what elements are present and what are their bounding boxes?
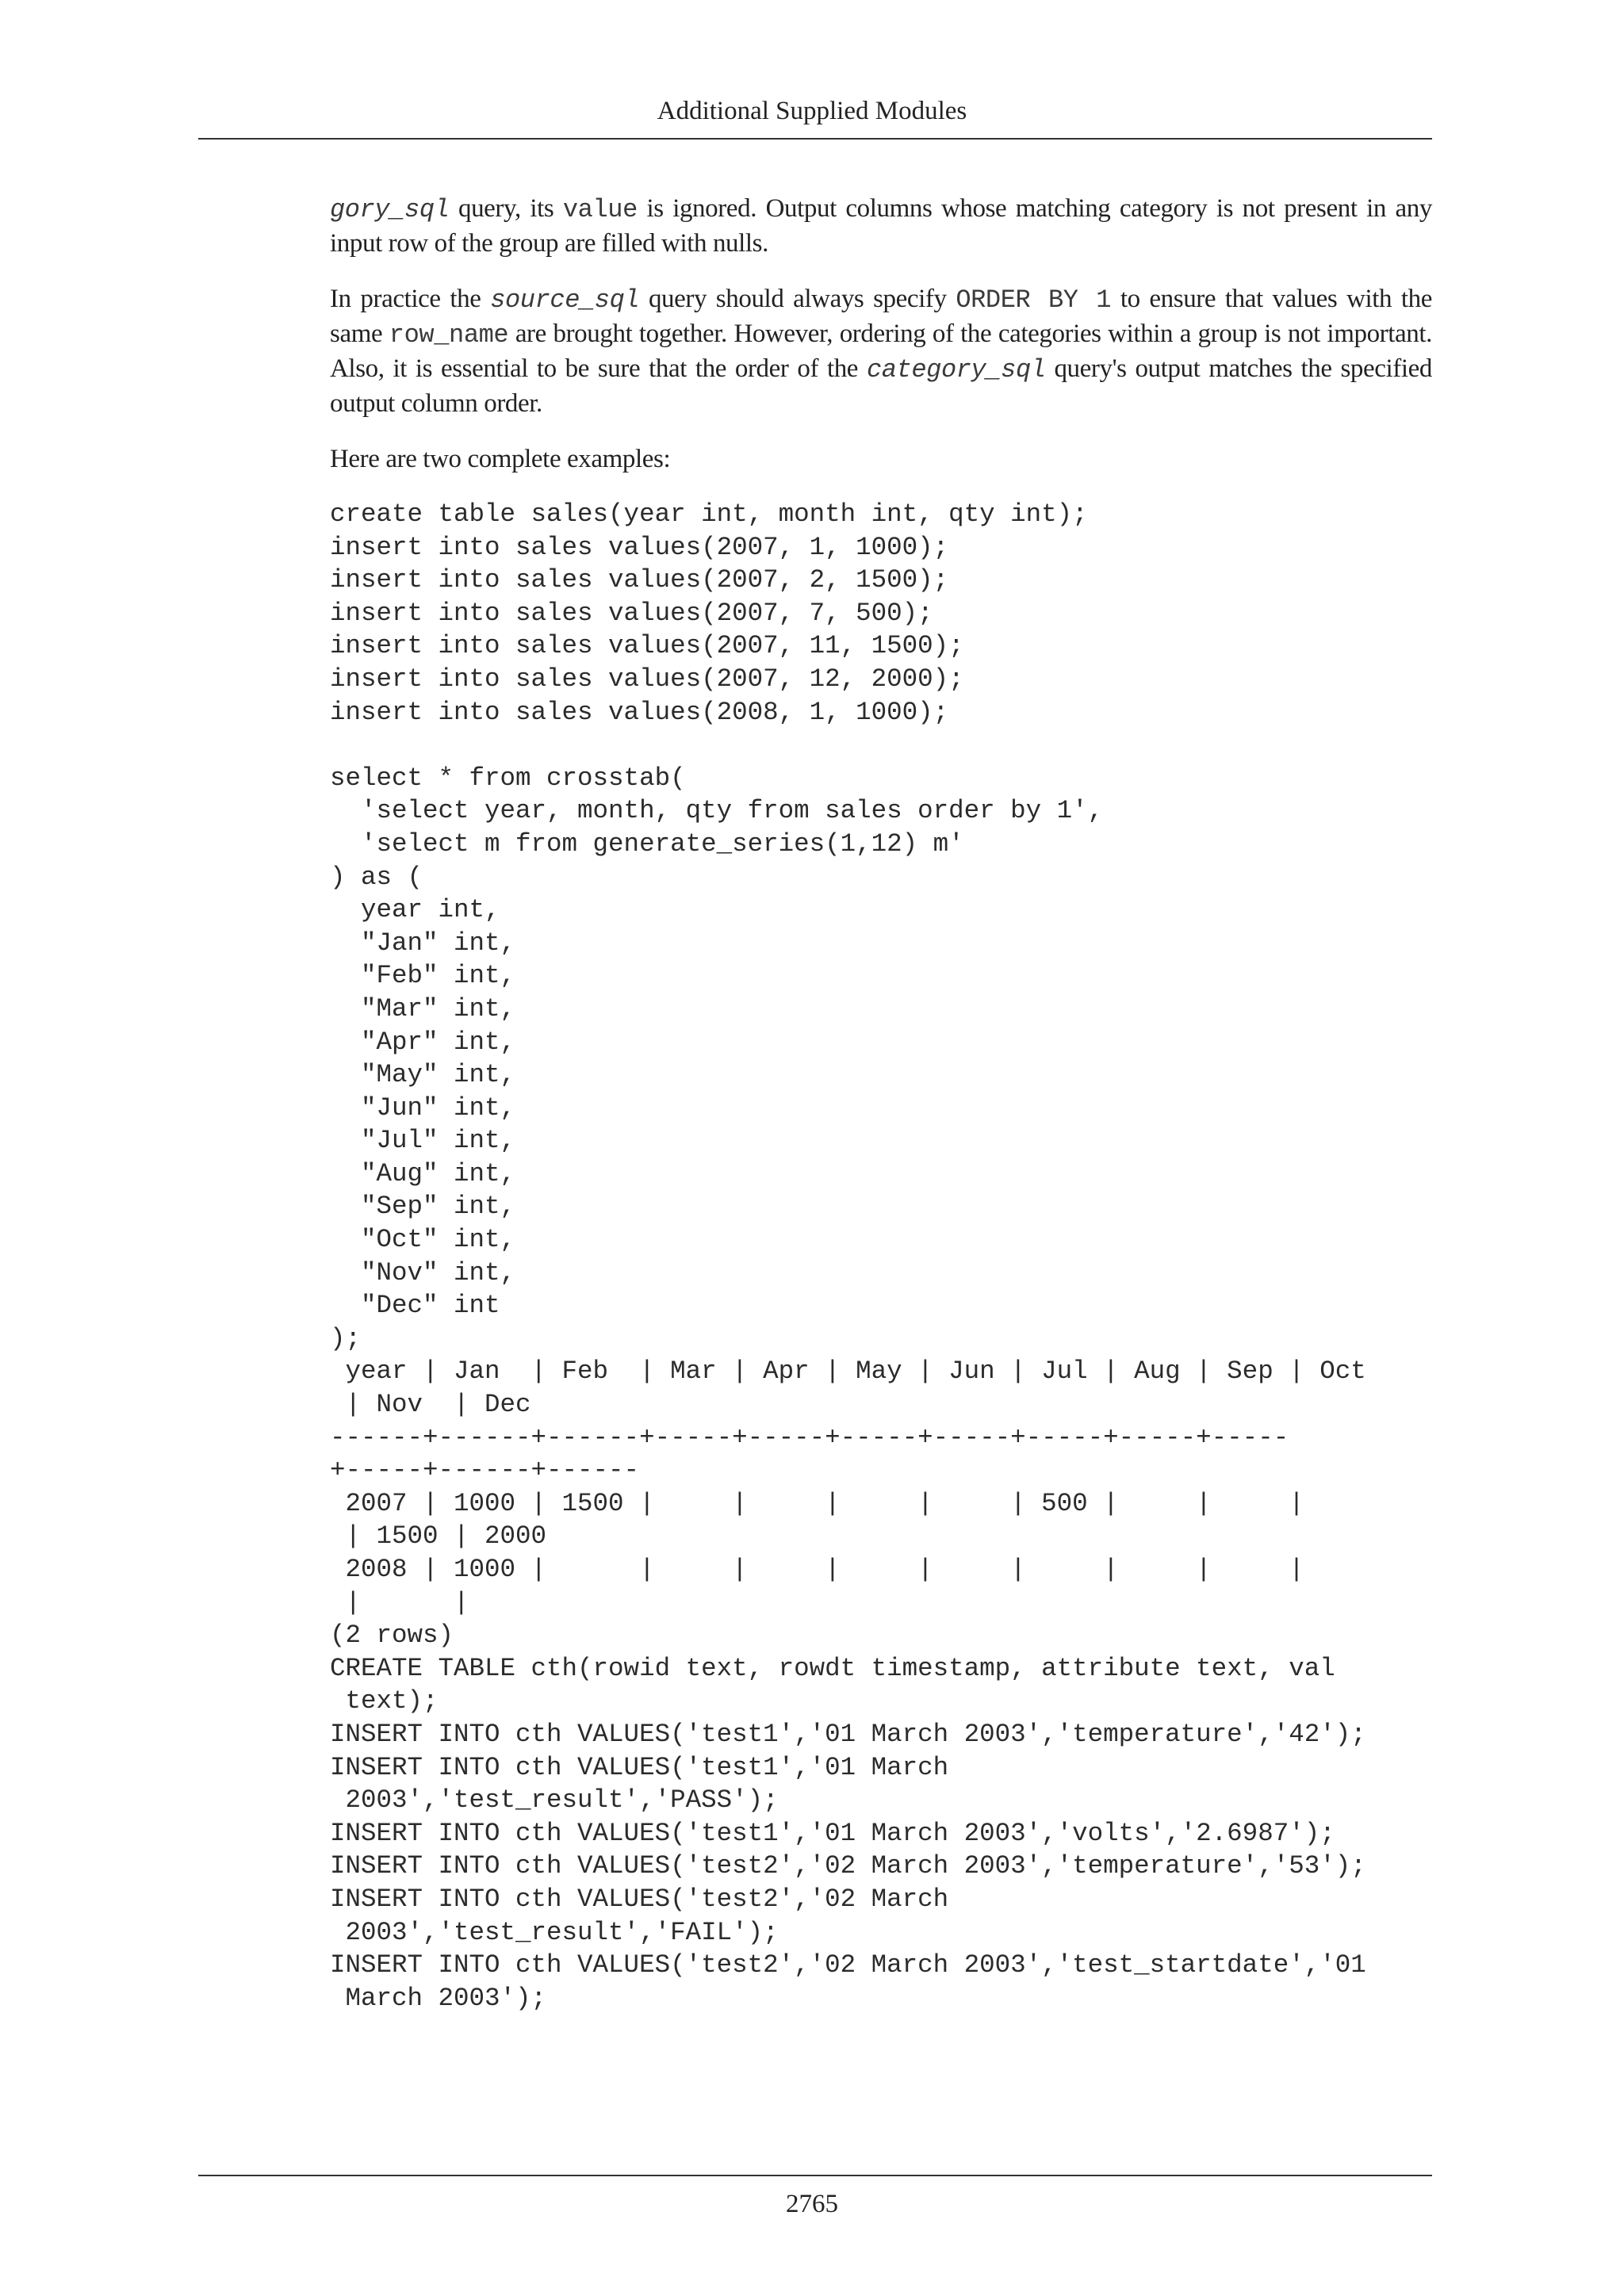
inline-code-value: value: [562, 195, 638, 224]
paragraph-category-sql-note: [330, 192, 1432, 260]
inline-code-category-sql: category_sql: [866, 355, 1046, 385]
inline-code-gory-sql: gory_sql: [330, 195, 450, 224]
paragraph-text: query's output matches the specified output column order.: [330, 354, 1432, 418]
paragraph-examples-intro: Here are two complete examples:: [330, 445, 671, 473]
inline-code-row-name: row_name: [389, 320, 509, 350]
footer-rule: [198, 2175, 1432, 2176]
paragraph-order-by-advice: [330, 282, 1432, 420]
header-rule: [198, 138, 1432, 140]
page-body: [330, 192, 1432, 2015]
paragraph-text: to ensure that values with the same: [330, 285, 1432, 348]
paragraph-text: query, its: [449, 194, 563, 223]
paragraph-text: are brought together. However, ordering of the categories within a group is not important. Also, it is essential to be sure that the order of the: [330, 320, 1432, 383]
paragraph-text: In practice the: [330, 285, 491, 313]
running-header: Additional Supplied Modules: [657, 97, 967, 125]
paragraph-text: query should always specify: [639, 285, 956, 313]
code-example-cth-table: CREATE TABLE cth(rowid text, rowdt timestamp, attribute text, val text); INSERT INTO cth VALUES('test1','01 March 2003','temperature','42'); INSERT INTO cth VALUES('test1','01 March 2003','test_result','PASS'); INSERT INTO cth VALUES('test1','01 March 2003','volts','2.6987'); INSERT INTO cth VALUES('test2','02 March 2003','temperature','53'); INSERT INTO cth VALUES('test2','02 March 2003','test_result','FAIL'); INSERT INTO cth VALUES('test2','02 March 2003','test_startdate','01 March 2003');: [330, 1653, 1366, 2013]
page-number: 2765: [786, 2190, 838, 2218]
paragraph-text: is ignored. Output columns whose matching category is not present in any input row of the group are filled with nulls.: [330, 194, 1432, 258]
inline-code-source-sql: source_sql: [490, 285, 640, 315]
code-example-sales-crosstab: create table sales(year int, month int, qty int); insert into sales values(2007, 1, 1000); insert into sales values(2007, 2, 1500); insert into sales values(2007, 7, 500); insert into sales values(2007, 11, 1500); insert into sales values(2007, 12, 2000); insert into sales values(2008, 1, 1000); select * from crosstab( 'select year, month, qty from sales order by 1', 'select m from generate_series(1,12) m' ) as ( year int, "Jan" int, "Feb" int, "Mar" int, "Apr" int, "May" int, "Jun" int, "Jul" int, "Aug" int, "Sep" int, "Oct" int, "Nov" int, "Dec" int ); year | Jan | Feb | Mar | Apr | May | Jun | Jul | Aug | Sep | Oct | Nov | Dec ------+------+------+-----+-----+-----+-----+-----+-----+----- +-----+------+------ 2007 | 1000 | 1500 | | | | | 500 | | | | 1500 | 2000 2008 | 1000 | | | | | | | | | | | (2 rows): [330, 499, 1366, 1651]
inline-code-order-by: ORDER BY 1: [956, 285, 1112, 315]
